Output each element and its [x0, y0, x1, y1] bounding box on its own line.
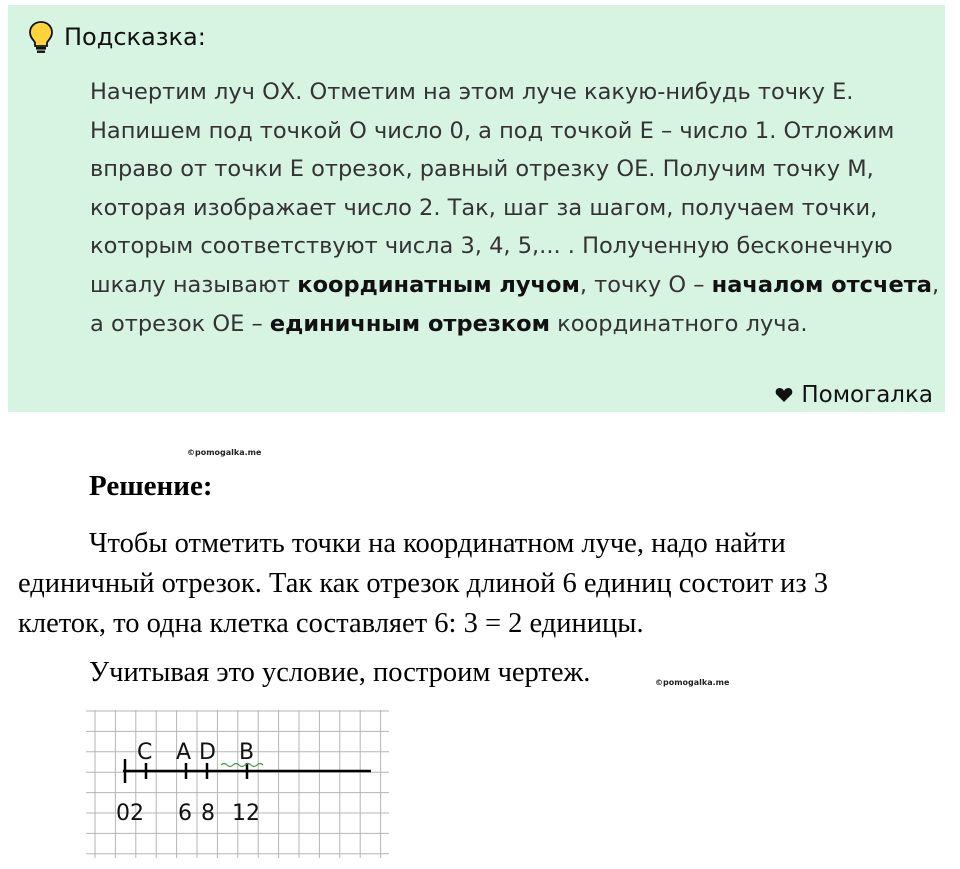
point-label-d: D: [199, 740, 216, 765]
hint-title: Подсказка:: [64, 23, 206, 51]
hint-text: Начертим луч ОХ. Отметим на этом луче какую-нибудь точку Е. Напишем под точкой О число 0, а под точкой Е – число 1. Отложим вправо от точки Е отрезок, равный отрезку ОЕ. Получим точку М, которая изображает число 2. Так, шаг за шагом, получаем точки, которым соответствуют числа 3, 4, 5,... . Полученную бесконечную шкалу называют координатным лучом, точку О – началом отсчета, а отрезок ОЕ – единичным отрезком координатного луча.: [90, 79, 940, 337]
solution-paragraph-1: Чтобы отметить точки на координатном луче, надо найти единичный отрезок. Так как отрезок длиной 6 единиц состоит из 3 клеток, то одна клетка составляет 6: 3 = 2 единицы.: [18, 528, 829, 639]
watermark: ©pomogalka.me: [187, 448, 262, 457]
lightbulb-icon: [28, 20, 54, 54]
watermark-2: ©pomogalka.me: [655, 678, 730, 687]
point-label-c: C: [137, 740, 153, 765]
solution-paragraph-2: Учитывая это условие, построим чертеж.: [89, 657, 591, 688]
tick-label-8: 8: [201, 801, 215, 826]
hint-header: [28, 17, 206, 57]
hint-box: [8, 5, 945, 412]
brand[interactable]: [775, 382, 933, 408]
point-label-b: B: [239, 740, 255, 765]
grid-lines: [86, 710, 389, 858]
tick-label-6: 6: [178, 801, 192, 826]
brand-label: Помогалка: [801, 382, 933, 408]
coordinate-ray-drawing: [86, 708, 391, 860]
heart-icon: [775, 387, 793, 403]
tick-label-12: 12: [232, 801, 260, 826]
tick-label-0-2: 02: [116, 801, 144, 826]
solution-title: Решение:: [89, 470, 213, 502]
point-label-a: A: [176, 740, 192, 765]
